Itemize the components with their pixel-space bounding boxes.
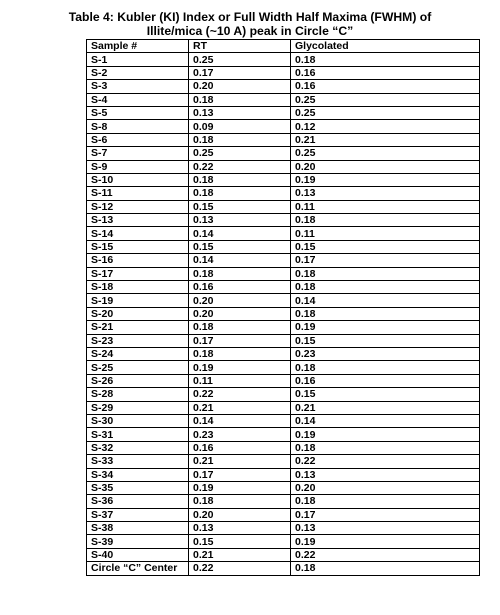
rt-cell: 0.13 <box>189 106 291 119</box>
table-row <box>87 428 480 441</box>
rt-cell: 0.11 <box>189 374 291 387</box>
sample-cell: S-40 <box>87 548 189 561</box>
glycolated-cell: 0.19 <box>291 321 480 334</box>
glycolated-cell: 0.18 <box>291 562 480 575</box>
rt-cell: 0.21 <box>189 455 291 468</box>
glycolated-cell: 0.19 <box>291 173 480 186</box>
table-row <box>87 147 480 160</box>
glycolated-cell: 0.21 <box>291 401 480 414</box>
glycolated-cell: 0.16 <box>291 66 480 79</box>
rt-cell: 0.18 <box>189 321 291 334</box>
table-row <box>87 414 480 427</box>
rt-cell: 0.18 <box>189 267 291 280</box>
glycolated-cell: 0.13 <box>291 187 480 200</box>
table-row <box>87 267 480 280</box>
sample-cell: S-38 <box>87 522 189 535</box>
sample-cell: S-13 <box>87 214 189 227</box>
sample-cell: S-28 <box>87 388 189 401</box>
sample-cell: S-23 <box>87 334 189 347</box>
rt-cell: 0.15 <box>189 240 291 253</box>
sample-cell: S-35 <box>87 481 189 494</box>
rt-cell: 0.18 <box>189 495 291 508</box>
rt-cell: 0.20 <box>189 294 291 307</box>
sample-cell: S-31 <box>87 428 189 441</box>
table-row <box>87 120 480 133</box>
table-row <box>87 361 480 374</box>
rt-cell: 0.14 <box>189 227 291 240</box>
glycolated-cell: 0.25 <box>291 106 480 119</box>
sample-cell: S-2 <box>87 66 189 79</box>
table-row <box>87 187 480 200</box>
table-row <box>87 495 480 508</box>
sample-cell: S-7 <box>87 147 189 160</box>
rt-cell: 0.16 <box>189 441 291 454</box>
rt-cell: 0.20 <box>189 508 291 521</box>
rt-cell: 0.19 <box>189 361 291 374</box>
glycolated-cell: 0.18 <box>291 53 480 66</box>
glycolated-cell: 0.20 <box>291 481 480 494</box>
glycolated-cell: 0.18 <box>291 281 480 294</box>
glycolated-cell: 0.18 <box>291 361 480 374</box>
table-row <box>87 294 480 307</box>
table-row <box>87 254 480 267</box>
rt-cell: 0.18 <box>189 347 291 360</box>
rt-cell: 0.09 <box>189 120 291 133</box>
rt-cell: 0.13 <box>189 522 291 535</box>
table-row <box>87 160 480 173</box>
glycolated-cell: 0.11 <box>291 200 480 213</box>
sample-cell: S-3 <box>87 80 189 93</box>
sample-cell: S-32 <box>87 441 189 454</box>
sample-cell: S-26 <box>87 374 189 387</box>
table-row <box>87 535 480 548</box>
glycolated-cell: 0.23 <box>291 347 480 360</box>
glycolated-cell: 0.15 <box>291 334 480 347</box>
glycolated-cell: 0.19 <box>291 428 480 441</box>
table-caption-line-1: Table 4: Kubler (KI) Index or Full Width Half Maxima (FWHM) of <box>68 10 432 24</box>
table-row <box>87 93 480 106</box>
rt-cell: 0.17 <box>189 66 291 79</box>
table-row <box>87 200 480 213</box>
sample-cell: S-21 <box>87 321 189 334</box>
sample-cell: S-19 <box>87 294 189 307</box>
rt-cell: 0.22 <box>189 388 291 401</box>
sample-cell: S-33 <box>87 455 189 468</box>
sample-cell: S-12 <box>87 200 189 213</box>
sample-cell: S-15 <box>87 240 189 253</box>
table-row <box>87 334 480 347</box>
rt-cell: 0.14 <box>189 414 291 427</box>
table-row <box>87 401 480 414</box>
rt-cell: 0.15 <box>189 200 291 213</box>
rt-cell: 0.17 <box>189 468 291 481</box>
rt-cell: 0.25 <box>189 147 291 160</box>
rt-cell: 0.16 <box>189 281 291 294</box>
glycolated-cell: 0.18 <box>291 307 480 320</box>
glycolated-cell: 0.15 <box>291 240 480 253</box>
sample-cell: S-17 <box>87 267 189 280</box>
glycolated-cell: 0.16 <box>291 374 480 387</box>
table-row <box>87 374 480 387</box>
table-header-row <box>87 40 480 53</box>
sample-cell: S-6 <box>87 133 189 146</box>
glycolated-cell: 0.12 <box>291 120 480 133</box>
table-row <box>87 388 480 401</box>
table-row <box>87 281 480 294</box>
column-header-rt: RT <box>189 40 291 53</box>
table-row <box>87 548 480 561</box>
sample-cell: S-25 <box>87 361 189 374</box>
table-row <box>87 347 480 360</box>
glycolated-cell: 0.18 <box>291 441 480 454</box>
rt-cell: 0.22 <box>189 562 291 575</box>
glycolated-cell: 0.18 <box>291 495 480 508</box>
column-header-sample: Sample # <box>87 40 189 53</box>
table-caption-line-2: Illite/mica (~10 A) peak in Circle “C” <box>146 24 354 38</box>
sample-cell: S-8 <box>87 120 189 133</box>
sample-cell: S-5 <box>87 106 189 119</box>
rt-cell: 0.14 <box>189 254 291 267</box>
table-caption <box>0 10 500 38</box>
rt-cell: 0.23 <box>189 428 291 441</box>
table-row <box>87 227 480 240</box>
table-row <box>87 468 480 481</box>
rt-cell: 0.21 <box>189 548 291 561</box>
glycolated-cell: 0.20 <box>291 160 480 173</box>
rt-cell: 0.18 <box>189 93 291 106</box>
rt-cell: 0.15 <box>189 535 291 548</box>
table-row <box>87 173 480 186</box>
glycolated-cell: 0.25 <box>291 147 480 160</box>
sample-cell: S-1 <box>87 53 189 66</box>
table-row <box>87 455 480 468</box>
glycolated-cell: 0.17 <box>291 508 480 521</box>
sample-cell: S-29 <box>87 401 189 414</box>
sample-cell: S-9 <box>87 160 189 173</box>
sample-cell: S-24 <box>87 347 189 360</box>
glycolated-cell: 0.13 <box>291 522 480 535</box>
table-row <box>87 441 480 454</box>
table-row <box>87 481 480 494</box>
sample-cell: S-16 <box>87 254 189 267</box>
fwhm-table <box>86 39 480 576</box>
glycolated-cell: 0.14 <box>291 414 480 427</box>
glycolated-cell: 0.25 <box>291 93 480 106</box>
rt-cell: 0.21 <box>189 401 291 414</box>
rt-cell: 0.20 <box>189 80 291 93</box>
glycolated-cell: 0.17 <box>291 254 480 267</box>
table-row <box>87 562 480 575</box>
table-row <box>87 214 480 227</box>
table-row <box>87 508 480 521</box>
sample-cell: S-10 <box>87 173 189 186</box>
sample-cell: S-30 <box>87 414 189 427</box>
rt-cell: 0.18 <box>189 133 291 146</box>
table-row <box>87 307 480 320</box>
glycolated-cell: 0.18 <box>291 267 480 280</box>
table-row <box>87 66 480 79</box>
sample-cell: S-11 <box>87 187 189 200</box>
table-row <box>87 522 480 535</box>
table-body <box>87 53 480 575</box>
glycolated-cell: 0.21 <box>291 133 480 146</box>
table-row <box>87 240 480 253</box>
glycolated-cell: 0.16 <box>291 80 480 93</box>
table-row <box>87 133 480 146</box>
rt-cell: 0.17 <box>189 334 291 347</box>
table-row <box>87 321 480 334</box>
sample-cell: S-4 <box>87 93 189 106</box>
rt-cell: 0.13 <box>189 214 291 227</box>
rt-cell: 0.18 <box>189 173 291 186</box>
glycolated-cell: 0.18 <box>291 214 480 227</box>
glycolated-cell: 0.15 <box>291 388 480 401</box>
sample-cell: S-39 <box>87 535 189 548</box>
glycolated-cell: 0.22 <box>291 548 480 561</box>
sample-cell: S-18 <box>87 281 189 294</box>
rt-cell: 0.20 <box>189 307 291 320</box>
sample-cell: S-37 <box>87 508 189 521</box>
glycolated-cell: 0.13 <box>291 468 480 481</box>
sample-cell: Circle “C” Center <box>87 562 189 575</box>
table-row <box>87 53 480 66</box>
sample-cell: S-36 <box>87 495 189 508</box>
glycolated-cell: 0.11 <box>291 227 480 240</box>
rt-cell: 0.25 <box>189 53 291 66</box>
glycolated-cell: 0.22 <box>291 455 480 468</box>
glycolated-cell: 0.19 <box>291 535 480 548</box>
sample-cell: S-20 <box>87 307 189 320</box>
column-header-glycolated: Glycolated <box>291 40 480 53</box>
glycolated-cell: 0.14 <box>291 294 480 307</box>
sample-cell: S-14 <box>87 227 189 240</box>
rt-cell: 0.18 <box>189 187 291 200</box>
rt-cell: 0.19 <box>189 481 291 494</box>
sample-cell: S-34 <box>87 468 189 481</box>
rt-cell: 0.22 <box>189 160 291 173</box>
table-row <box>87 106 480 119</box>
table-row <box>87 80 480 93</box>
